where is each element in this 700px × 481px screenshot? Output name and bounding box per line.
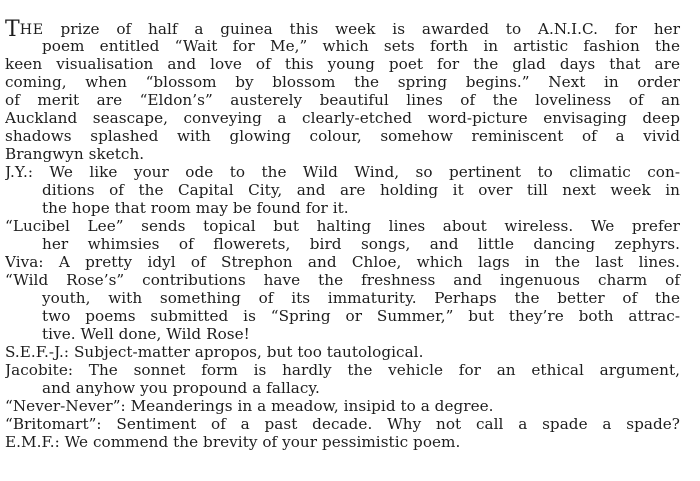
comment-wildrose-line-2: youth, with something of its immaturity. Perhaps the better of the: [42, 289, 680, 307]
lead-smallcaps: HE: [19, 22, 44, 38]
comment-jy-line-1: J.Y.: We like your ode to the Wild Wind, so pertinent to climatic con-: [5, 163, 680, 181]
comment-wildrose-line-1: “Wild Rose’s” contributions have the freshness and ingenuous charm of: [5, 271, 680, 289]
intro-line-8: Brangwyn sketch.: [5, 145, 145, 163]
comment-wildrose-line-4: tive. Well done, Wild Rose!: [42, 325, 250, 343]
intro-line-6: Auckland seascape, conveying a clearly-etched word-picture envisaging deep: [5, 109, 680, 127]
intro-line-7: shadows splashed with glowing colour, somehow reminiscent of a vivid: [5, 127, 680, 145]
intro-line-1-text: prize of half a guinea this week is awarded to A.N.I.C. for her: [43, 20, 680, 38]
comment-jacobite-line-2: and anyhow you propound a fallacy.: [42, 379, 320, 397]
intro-line-4: coming, when “blossom by blossom the spring begins.” Next in order: [5, 73, 680, 91]
comment-jy-line-2: ditions of the Capital City, and are holding it over till next week in: [42, 181, 680, 199]
newspaper-clipping: [5, 0, 690, 481]
drop-cap: T: [5, 17, 20, 42]
comment-lucibel-line-1: “Lucibel Lee” sends topical but halting lines about wireless. We prefer: [5, 217, 680, 235]
comment-emf-line-1: E.M.F.: We commend the brevity of your pessimistic poem.: [5, 433, 461, 451]
comment-britomart-line-1: “Britomart”: Sentiment of a past decade. Why not call a spade a spade?: [5, 415, 680, 433]
comment-wildrose-line-3: two poems submitted is “Spring or Summer,” but they’re both attrac-: [42, 307, 680, 325]
intro-line-3: keen visualisation and love of this young poet for the glad days that are: [5, 55, 680, 73]
intro-line-2: poem entitled “Wait for Me,” which sets forth in artistic fashion the: [42, 37, 680, 55]
comment-jacobite-line-1: Jacobite: The sonnet form is hardly the vehicle for an ethical argument,: [5, 361, 680, 379]
comment-jy-line-3: the hope that room may be found for it.: [42, 199, 349, 217]
comment-nevernever-line-1: “Never-Never”: Meanderings in a meadow, insipid to a degree.: [5, 397, 494, 415]
comment-lucibel-line-2: her whimsies of flowerets, bird songs, and little dancing zephyrs.: [42, 235, 680, 253]
intro-line-5: of merit are “Eldon’s” austerely beautiful lines of the loveliness of an: [5, 91, 680, 109]
comment-viva-line-1: Viva: A pretty idyl of Strephon and Chloe, which lags in the last lines.: [5, 253, 680, 271]
intro-line-1: [5, 17, 680, 42]
comment-sefj-line-1: S.E.F.-J.: Subject-matter apropos, but too tautological.: [5, 343, 424, 361]
